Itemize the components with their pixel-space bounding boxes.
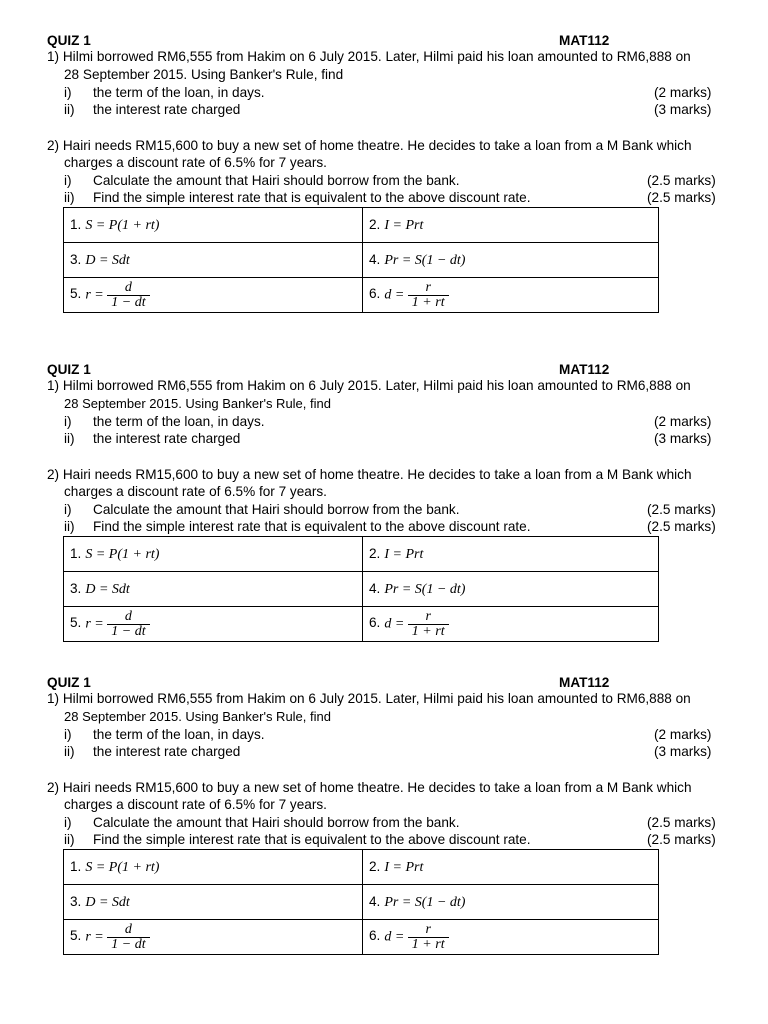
formula-cell-6	[363, 920, 659, 955]
formula-text: I = Prt	[384, 859, 424, 875]
question-2-part-ii-number: ii)	[64, 519, 75, 534]
question-2-part-ii-marks: (2.5 marks)	[647, 519, 716, 534]
formula-number: 2.	[369, 858, 381, 874]
formula-fraction	[408, 610, 449, 639]
formula-text: Pr = S(1 − dt)	[384, 894, 466, 910]
course-code: MAT112	[559, 33, 610, 48]
formula-lhs: d =	[384, 616, 405, 632]
fraction-numerator: r	[425, 279, 431, 295]
question-1-line-2: 28 September 2015. Using Banker's Rule, find	[64, 709, 331, 724]
fraction-denominator: 1 − dt	[107, 624, 149, 639]
formula-cell-6	[363, 278, 659, 313]
formula-fraction	[107, 281, 149, 310]
formula-cell-6	[363, 607, 659, 642]
formula-text: Pr = S(1 − dt)	[384, 252, 466, 268]
question-1-part-ii-marks: (3 marks)	[654, 102, 712, 117]
formula-text: I = Prt	[384, 217, 424, 233]
question-2-part-i-number: i)	[64, 502, 72, 517]
formula-cell-3	[64, 243, 363, 278]
question-2-part-i-marks: (2.5 marks)	[647, 173, 716, 188]
fraction-denominator: 1 + rt	[408, 937, 449, 952]
formula-text: S = P(1 + rt)	[85, 546, 160, 562]
formula-number: 1.	[70, 858, 82, 874]
question-2-part-ii-number: ii)	[64, 190, 75, 205]
formula-text: D = Sdt	[85, 252, 130, 268]
formula-number: 6.	[369, 615, 381, 631]
question-2-part-ii-marks: (2.5 marks)	[647, 190, 716, 205]
question-1-part-i-marks: (2 marks)	[654, 85, 712, 100]
formula-fraction	[408, 281, 449, 310]
formula-cell-3	[64, 885, 363, 920]
question-1-part-ii-text: the interest rate charged	[93, 431, 241, 446]
quiz-title: QUIZ 1	[47, 362, 91, 377]
formula-cell-5	[64, 920, 363, 955]
fraction-denominator: 1 + rt	[408, 295, 449, 310]
formula-fraction	[408, 923, 449, 952]
formula-cell-5	[64, 607, 363, 642]
question-1-part-ii-text: the interest rate charged	[93, 102, 241, 117]
formula-number: 4.	[369, 251, 381, 267]
formula-number: 4.	[369, 580, 381, 596]
formula-text: S = P(1 + rt)	[85, 217, 160, 233]
formula-cell-3	[64, 572, 363, 607]
question-2-part-i-text: Calculate the amount that Hairi should borrow from the bank.	[93, 173, 460, 188]
fraction-numerator: r	[425, 608, 431, 624]
formula-table	[63, 207, 659, 313]
question-2-line-2: charges a discount rate of 6.5% for 7 years.	[64, 797, 327, 812]
question-2-part-i-text: Calculate the amount that Hairi should borrow from the bank.	[93, 502, 460, 517]
question-2-part-i-marks: (2.5 marks)	[647, 815, 716, 830]
formula-text: D = Sdt	[85, 581, 130, 597]
formula-text: I = Prt	[384, 546, 424, 562]
question-2-part-i-number: i)	[64, 173, 72, 188]
formula-cell-4	[363, 885, 659, 920]
question-2-part-ii-text: Find the simple interest rate that is equivalent to the above discount rate.	[93, 832, 531, 847]
formula-number: 5.	[70, 615, 82, 631]
question-1-part-i-marks: (2 marks)	[654, 727, 712, 742]
question-1-part-ii-number: ii)	[64, 744, 75, 759]
formula-fraction	[107, 923, 149, 952]
question-2-part-ii-number: ii)	[64, 832, 75, 847]
question-1-part-i-text: the term of the loan, in days.	[93, 414, 265, 429]
quiz-block-2	[0, 362, 768, 662]
formula-lhs: r =	[85, 929, 104, 945]
question-2-part-i-number: i)	[64, 815, 72, 830]
course-code: MAT112	[559, 362, 610, 377]
fraction-denominator: 1 − dt	[107, 295, 149, 310]
formula-number: 4.	[369, 893, 381, 909]
question-1-part-ii-number: ii)	[64, 102, 75, 117]
formula-number: 6.	[369, 286, 381, 302]
formula-cell-1	[64, 850, 363, 885]
fraction-numerator: d	[124, 279, 132, 295]
formula-lhs: d =	[384, 287, 405, 303]
question-2-line-1: 2) Hairi needs RM15,600 to buy a new set of home theatre. He decides to take a loan from a M Bank which	[47, 467, 692, 482]
formula-number: 1.	[70, 216, 82, 232]
quiz-block-1	[0, 33, 768, 333]
formula-number: 2.	[369, 545, 381, 561]
formula-fraction	[107, 610, 149, 639]
question-1-line-2: 28 September 2015. Using Banker's Rule, find	[64, 396, 331, 411]
formula-lhs: r =	[85, 287, 104, 303]
fraction-denominator: 1 − dt	[107, 937, 149, 952]
formula-number: 5.	[70, 928, 82, 944]
formula-table	[63, 536, 659, 642]
question-2-part-ii-text: Find the simple interest rate that is equivalent to the above discount rate.	[93, 190, 531, 205]
formula-cell-2	[363, 537, 659, 572]
formula-text: S = P(1 + rt)	[85, 859, 160, 875]
question-1-part-i-number: i)	[64, 85, 72, 100]
question-1-line-1: 1) Hilmi borrowed RM6,555 from Hakim on 6 July 2015. Later, Hilmi paid his loan amounted to RM6,888 on	[47, 49, 691, 64]
fraction-numerator: d	[124, 921, 132, 937]
question-1-part-i-marks: (2 marks)	[654, 414, 712, 429]
formula-table	[63, 849, 659, 955]
question-2-part-i-marks: (2.5 marks)	[647, 502, 716, 517]
formula-number: 3.	[70, 580, 82, 596]
formula-number: 6.	[369, 928, 381, 944]
formula-number: 3.	[70, 893, 82, 909]
formula-number: 5.	[70, 286, 82, 302]
question-1-part-i-number: i)	[64, 727, 72, 742]
formula-number: 1.	[70, 545, 82, 561]
question-1-part-ii-number: ii)	[64, 431, 75, 446]
question-1-line-1: 1) Hilmi borrowed RM6,555 from Hakim on 6 July 2015. Later, Hilmi paid his loan amounted to RM6,888 on	[47, 378, 691, 393]
formula-text: D = Sdt	[85, 894, 130, 910]
course-code: MAT112	[559, 675, 610, 690]
question-2-part-ii-text: Find the simple interest rate that is equivalent to the above discount rate.	[93, 519, 531, 534]
question-1-part-ii-marks: (3 marks)	[654, 431, 712, 446]
formula-number: 2.	[369, 216, 381, 232]
quiz-title: QUIZ 1	[47, 33, 91, 48]
question-2-part-i-text: Calculate the amount that Hairi should borrow from the bank.	[93, 815, 460, 830]
question-2-line-1: 2) Hairi needs RM15,600 to buy a new set of home theatre. He decides to take a loan from a M Bank which	[47, 780, 692, 795]
formula-cell-2	[363, 850, 659, 885]
quiz-block-3	[0, 675, 768, 975]
quiz-title: QUIZ 1	[47, 675, 91, 690]
fraction-numerator: d	[124, 608, 132, 624]
question-2-line-2: charges a discount rate of 6.5% for 7 years.	[64, 155, 327, 170]
formula-text: Pr = S(1 − dt)	[384, 581, 466, 597]
formula-number: 3.	[70, 251, 82, 267]
question-1-line-1: 1) Hilmi borrowed RM6,555 from Hakim on 6 July 2015. Later, Hilmi paid his loan amounted to RM6,888 on	[47, 691, 691, 706]
formula-cell-1	[64, 208, 363, 243]
question-2-part-ii-marks: (2.5 marks)	[647, 832, 716, 847]
question-1-part-i-text: the term of the loan, in days.	[93, 727, 265, 742]
formula-cell-2	[363, 208, 659, 243]
question-2-line-2: charges a discount rate of 6.5% for 7 years.	[64, 484, 327, 499]
formula-cell-4	[363, 572, 659, 607]
formula-lhs: d =	[384, 929, 405, 945]
question-2-line-1: 2) Hairi needs RM15,600 to buy a new set of home theatre. He decides to take a loan from a M Bank which	[47, 138, 692, 153]
formula-cell-5	[64, 278, 363, 313]
fraction-denominator: 1 + rt	[408, 624, 449, 639]
fraction-numerator: r	[425, 921, 431, 937]
formula-cell-4	[363, 243, 659, 278]
formula-cell-1	[64, 537, 363, 572]
question-1-line-2: 28 September 2015. Using Banker's Rule, find	[64, 67, 344, 82]
formula-lhs: r =	[85, 616, 104, 632]
question-1-part-i-number: i)	[64, 414, 72, 429]
question-1-part-ii-text: the interest rate charged	[93, 744, 241, 759]
question-1-part-i-text: the term of the loan, in days.	[93, 85, 265, 100]
question-1-part-ii-marks: (3 marks)	[654, 744, 712, 759]
